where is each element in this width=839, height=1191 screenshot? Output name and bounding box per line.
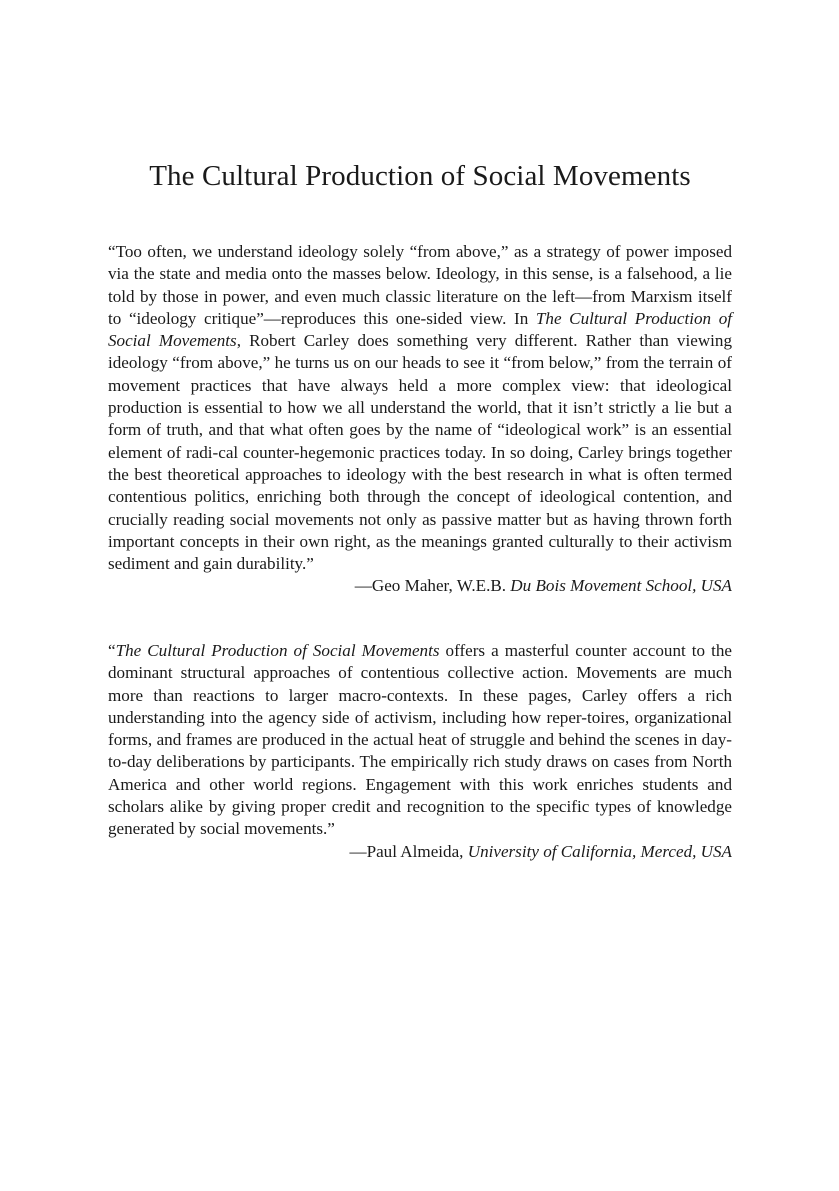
book-title-italic: The Cultural Production of Social Movements	[108, 308, 732, 351]
attribution-name: —Geo Maher, W.E.B.	[354, 576, 511, 596]
endorsement-attribution	[108, 841, 732, 863]
attribution-affiliation: Du Bois Movement School, USA	[510, 576, 732, 596]
attribution-affiliation: University of California, Merced, USA	[467, 841, 732, 861]
endorsement-attribution	[108, 575, 732, 597]
endorsement-body	[108, 640, 732, 841]
endorsement-body	[108, 241, 732, 575]
endorsement-text: offers a masterful counter account to the dominant structural approaches of contentious collective action. Movements are much more than reactions to larger macro-contexts. In these pages, Carley offers a rich understanding into the agency side of activism, including how reper-toires, organizational forms, and frames are produced in the actual heat of struggle and behind the scenes in day-to-day deliberations by participants. The empirically rich study draws on cases from North America and other world regions. Engagement with this work enriches students and scholars alike by giving proper credit and recognition to the specific types of knowledge generated by social movements.”	[108, 641, 732, 839]
endorsement-text: “	[108, 641, 116, 660]
endorsement-quote	[108, 241, 732, 598]
endorsement-text: , Robert Carley does something very different. Rather than viewing ideology “from above,” he turns us on our heads to see it “from below,” from the terrain of movement practices that have always held a more complex view: that ideological production is essential to how we all understand the world, that it isn’t strictly a lie but a form of truth, and that what often goes by the name of “ideological work” is an essential element of radi-cal counter-hegemonic practices today. In so doing, Carley brings together the best theoretical approaches to ideology with the best research in what is often termed contentious politics, enriching both through the concept of ideological contention, and crucially reading social movements not only as passive matter but as having thrown forth important concepts in their own right, as the meanings granted culturally to their activism sediment and gain durability.”	[108, 331, 733, 574]
endorsement-text: “Too often, we understand ideology solely “from above,” as a strategy of power imposed via the state and media onto the masses below. Ideology, in this sense, is a falsehood, a lie told by those in power, and even much classic literature on the left—from Marxism itself to “ideology critique”—reproduces this one-sided view. In	[108, 242, 732, 328]
endorsement-quote	[108, 640, 732, 863]
page-title: The Cultural Production of Social Movements	[149, 160, 691, 192]
book-title-italic: The Cultural Production of Social Movements	[115, 641, 440, 660]
attribution-name: —Paul Almeida,	[349, 841, 468, 861]
